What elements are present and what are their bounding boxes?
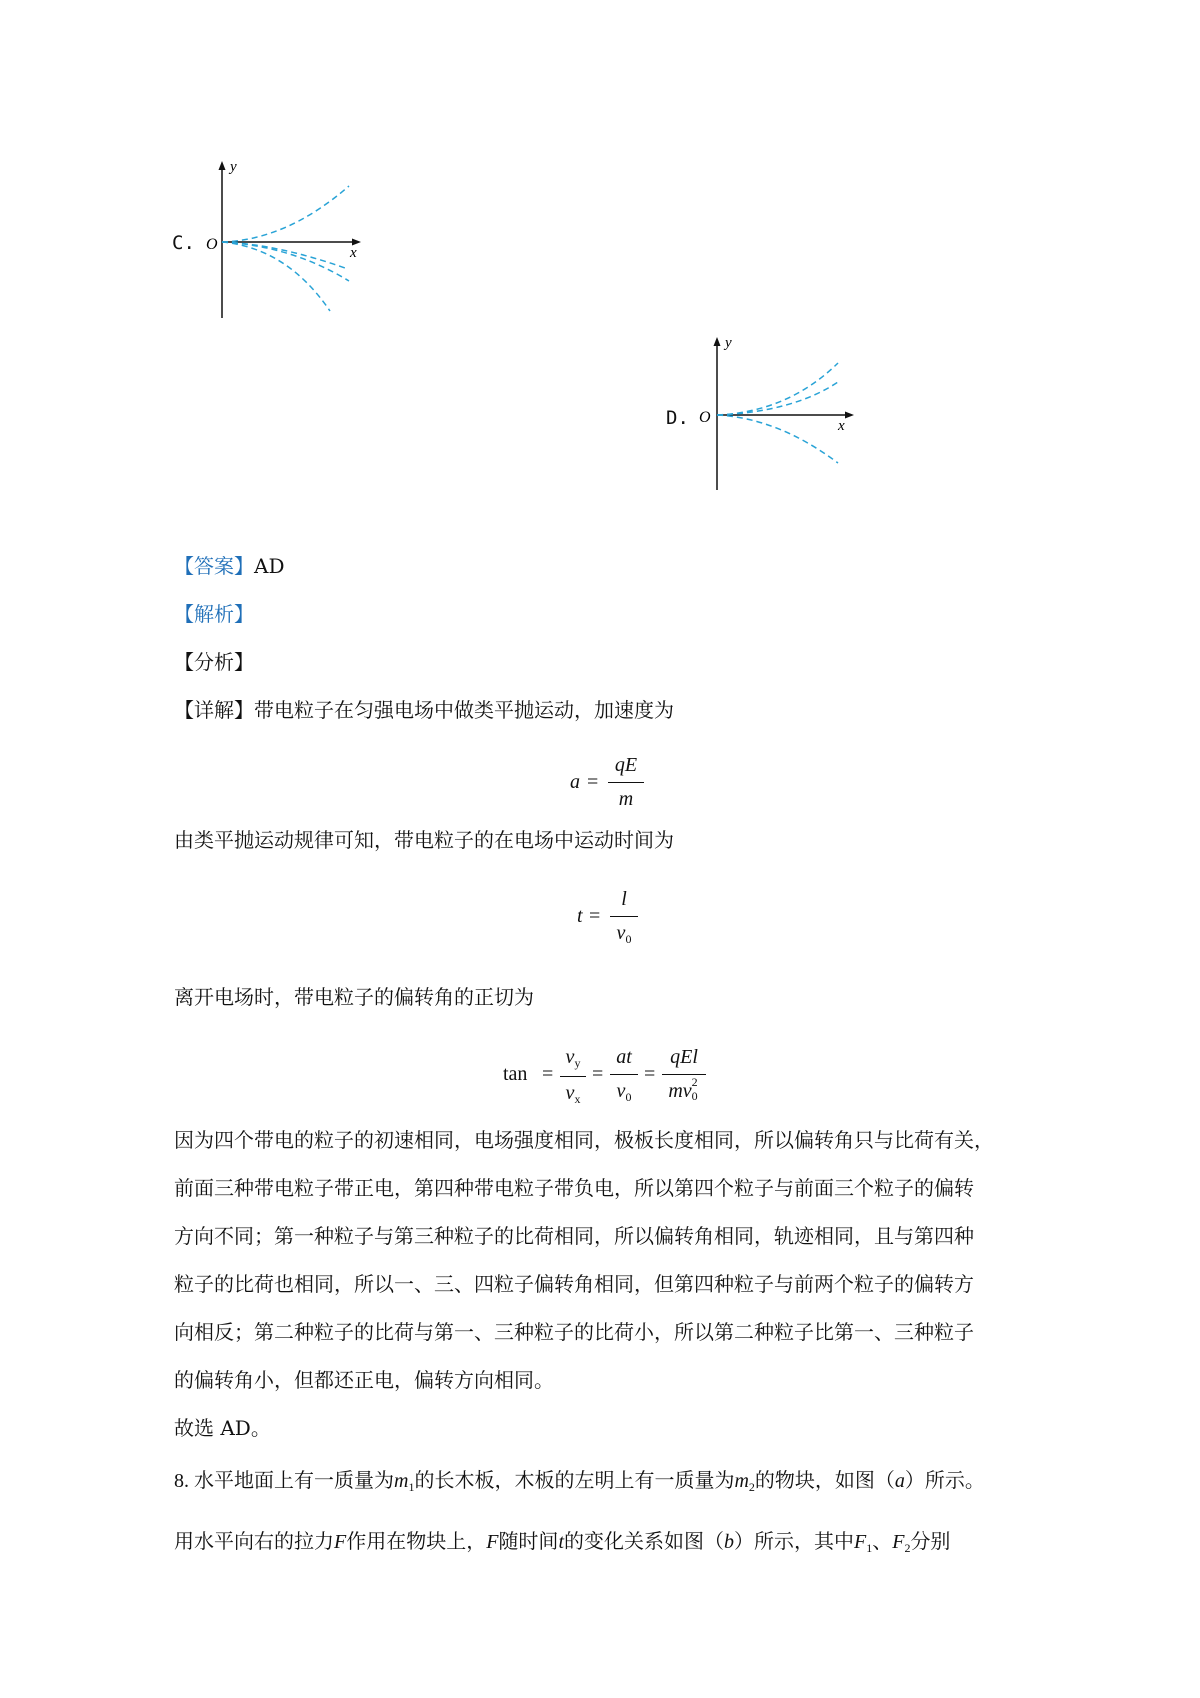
q8-text-d: ）所示。 <box>904 1470 985 1492</box>
eq2-lhs: t <box>577 905 583 927</box>
q8-l2-text-g: 分别 <box>910 1531 951 1553</box>
q8-m2-sub: 2 <box>748 1480 755 1494</box>
option-d-axes <box>714 337 855 490</box>
eq3-f1-den-sub: x <box>574 1092 581 1106</box>
eq3-f2-den-sub: 0 <box>625 1090 632 1104</box>
q8-text-c: 的物块，如图（ <box>754 1470 895 1492</box>
eq3-equals-1: = <box>542 1063 554 1085</box>
eq3-fraction-2 <box>610 1046 638 1105</box>
answer-value: AD <box>254 554 285 578</box>
eq3-f3-num: qEl <box>670 1046 698 1068</box>
option-c-graph <box>192 156 362 322</box>
eq2-fraction <box>610 888 638 947</box>
trajectory-curve-down-3 <box>222 242 330 311</box>
q8-m1-sub: 1 <box>408 1480 415 1494</box>
equation-acceleration <box>565 746 665 816</box>
conclusion-line-1: 因为四个带电的粒子的初速相同，电场强度相同，极板长度相同，所以偏转角只与比荷有关， <box>174 1128 994 1152</box>
detail-line <box>174 700 674 720</box>
eq3-equals-2: = <box>592 1063 604 1085</box>
option-c-label: C. <box>172 232 195 254</box>
trajectory-curve-down-2 <box>222 242 349 281</box>
y-axis-arrow <box>714 337 721 346</box>
eq3-equals-3: = <box>644 1063 656 1085</box>
q8-text-a: 8. 水平地面上有一质量为 <box>174 1470 394 1492</box>
paragraph-tan: 离开电场时，带电粒子的偏转角的正切为 <box>174 985 534 1009</box>
y-axis-label: y <box>230 159 237 175</box>
eq3-fraction-1 <box>560 1046 586 1107</box>
option-c-axes <box>219 161 362 318</box>
eq3-lhs: tan <box>503 1063 528 1085</box>
eq1-lhs: a <box>570 771 580 793</box>
final-answer: 故选 AD。 <box>174 1416 271 1440</box>
x-axis-arrow <box>845 412 854 419</box>
q8-force-F: F <box>334 1531 347 1553</box>
q8-time-t: t <box>558 1531 564 1553</box>
conclusion-line-5: 向相反；第二种粒子的比荷与第一、三种粒子的比荷小，所以第二种粒子比第一、三种粒子 <box>174 1320 974 1344</box>
trajectory-curve-down <box>717 415 838 463</box>
y-axis-arrow <box>219 161 226 170</box>
origin-label: O <box>699 409 711 426</box>
eq2-den-sub: 0 <box>625 932 632 946</box>
eq3-f3-den-m: m <box>668 1080 683 1102</box>
eq3-f3-den-sup: 2 <box>691 1075 698 1089</box>
conclusion-line-6: 的偏转角小，但都还正电，偏转方向相同。 <box>174 1368 554 1392</box>
q8-m1: m <box>394 1470 409 1492</box>
q8-l2-text-f: 、 <box>872 1531 893 1553</box>
q8-fig-a: a <box>894 1470 905 1492</box>
x-axis-label: x <box>350 245 357 261</box>
trajectory-curve-down-1 <box>222 242 345 268</box>
question-8-line-1 <box>174 1471 985 1497</box>
q8-text-b: 的长木板，木板的左明上有一质量为 <box>414 1470 735 1492</box>
eq3-f2-num: at <box>616 1046 632 1068</box>
analysis-tag: 【解析】 <box>174 602 254 626</box>
eq3-f1-num-base: v <box>565 1046 575 1068</box>
detail-tag: 【详解】 <box>174 698 254 722</box>
option-d-label: D. <box>666 407 689 429</box>
eq2-den-base: v <box>616 922 626 944</box>
q8-l2-text-e: ）所示，其中 <box>734 1531 854 1553</box>
q8-l2-text-a: 用水平向右的拉力 <box>174 1531 334 1553</box>
eq3-f2-den-base: v <box>616 1080 626 1102</box>
q8-l2-text-d: 的变化关系如图（ <box>564 1531 724 1553</box>
trajectory-curve-up <box>222 186 349 242</box>
equation-tan <box>500 1036 720 1116</box>
eq3-f1-num-sub: y <box>574 1056 581 1070</box>
eq2-numerator: l <box>621 888 627 910</box>
q8-F1: F <box>854 1531 867 1553</box>
answer-tag: 【答案】 <box>174 554 254 578</box>
conclusion-line-2: 前面三种带电粒子带正电，第四种带电粒子带负电，所以第四个粒子与前面三个粒子的偏转 <box>174 1176 974 1200</box>
q8-m2: m <box>734 1470 749 1492</box>
eq1-equals: = <box>587 771 599 793</box>
eq3-f3-den-sub: 0 <box>691 1089 698 1103</box>
q8-l2-text-b: 作用在物块上， <box>346 1531 487 1553</box>
conclusion-line-4: 粒子的比荷也相同，所以一、三、四粒子偏转角相同，但第四种粒子与前两个粒子的偏转方 <box>174 1272 974 1296</box>
q8-fig-b: b <box>724 1531 734 1553</box>
paragraph-time: 由类平抛运动规律可知，带电粒子的在电场中运动时间为 <box>174 828 674 852</box>
eq1-fraction <box>608 754 644 811</box>
equation-time <box>570 880 660 950</box>
trajectory-curve-up-2 <box>717 382 838 415</box>
eq1-denominator: m <box>618 788 634 810</box>
eq3-fraction-3 <box>662 1046 706 1103</box>
x-axis-label: x <box>838 418 845 434</box>
eq2-equals: = <box>589 905 601 927</box>
eq1-numerator: qE <box>614 754 638 776</box>
option-d-graph <box>693 332 858 492</box>
q8-F1-sub: 1 <box>866 1541 873 1555</box>
fenxi-tag: 【分析】 <box>174 650 254 674</box>
q8-l2-text-c: 随时间 <box>498 1531 559 1553</box>
conclusion-line-3: 方向不同；第一种粒子与第三种粒子的比荷相同，所以偏转角相同，轨迹相同，且与第四种 <box>174 1224 974 1248</box>
y-axis-label: y <box>725 335 732 351</box>
question-8-line-2 <box>174 1532 950 1558</box>
eq3-f3-den-v: v <box>682 1080 692 1102</box>
detail-text: 带电粒子在匀强电场中做类平抛运动，加速度为 <box>254 698 674 722</box>
eq3-f1-den-base: v <box>565 1082 575 1104</box>
q8-force-F-2: F <box>486 1531 499 1553</box>
q8-F2-sub: 2 <box>904 1541 911 1555</box>
origin-label: O <box>206 236 218 253</box>
q8-F2: F <box>892 1531 905 1553</box>
answer-line <box>174 556 284 576</box>
